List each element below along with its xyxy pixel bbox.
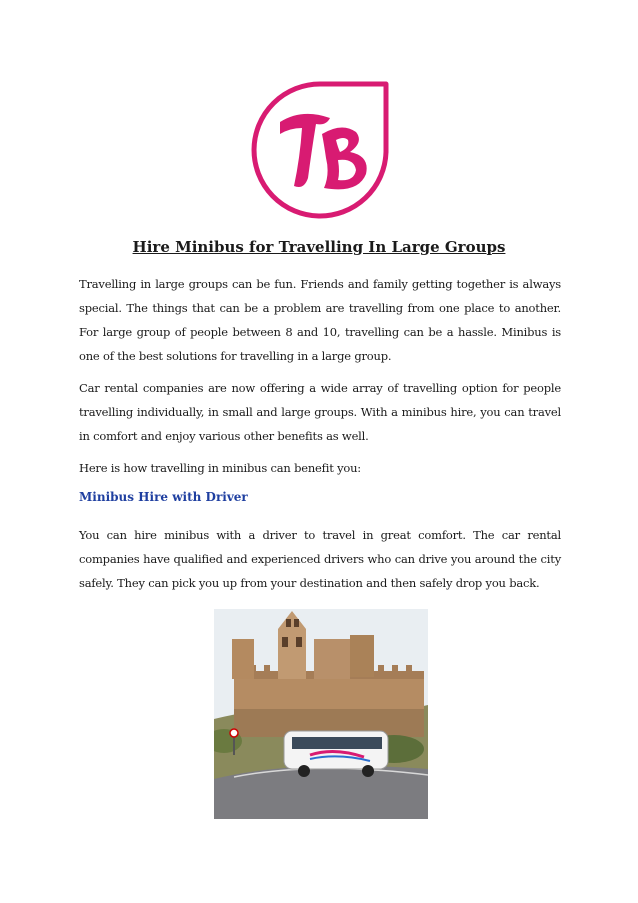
benefits-intro-paragraph: Here is how travelling in minibus can benefit you:: [79, 461, 361, 475]
page-title: Hire Minibus for Travelling In Large Groups: [132, 238, 506, 256]
section-heading: Minibus Hire with Driver: [79, 490, 248, 504]
brand-logo-icon: [246, 78, 394, 226]
minibus-castle-photo: [214, 609, 428, 819]
brand-logo: [246, 78, 394, 226]
rental-paragraph: Car rental companies are now offering a wide array of travelling option for people travelling individually, in small and large groups. With a minibus hire, you can travel in comfort and enjoy various other benefits as well.: [79, 381, 561, 443]
driver-paragraph: You can hire minibus with a driver to travel in great comfort. The car rental companies have qualified and experienced drivers who can drive you around the city safely. They can pick you up from your destination and then safely drop you back.: [79, 528, 561, 590]
intro-paragraph: Travelling in large groups can be fun. Friends and family getting together is always special. The things that can be a problem are travelling from one place to another. For large group of people between 8 and 10, travelling can be a hassle. Minibus is one of the best solutions for travelling in a large group.: [79, 277, 561, 363]
